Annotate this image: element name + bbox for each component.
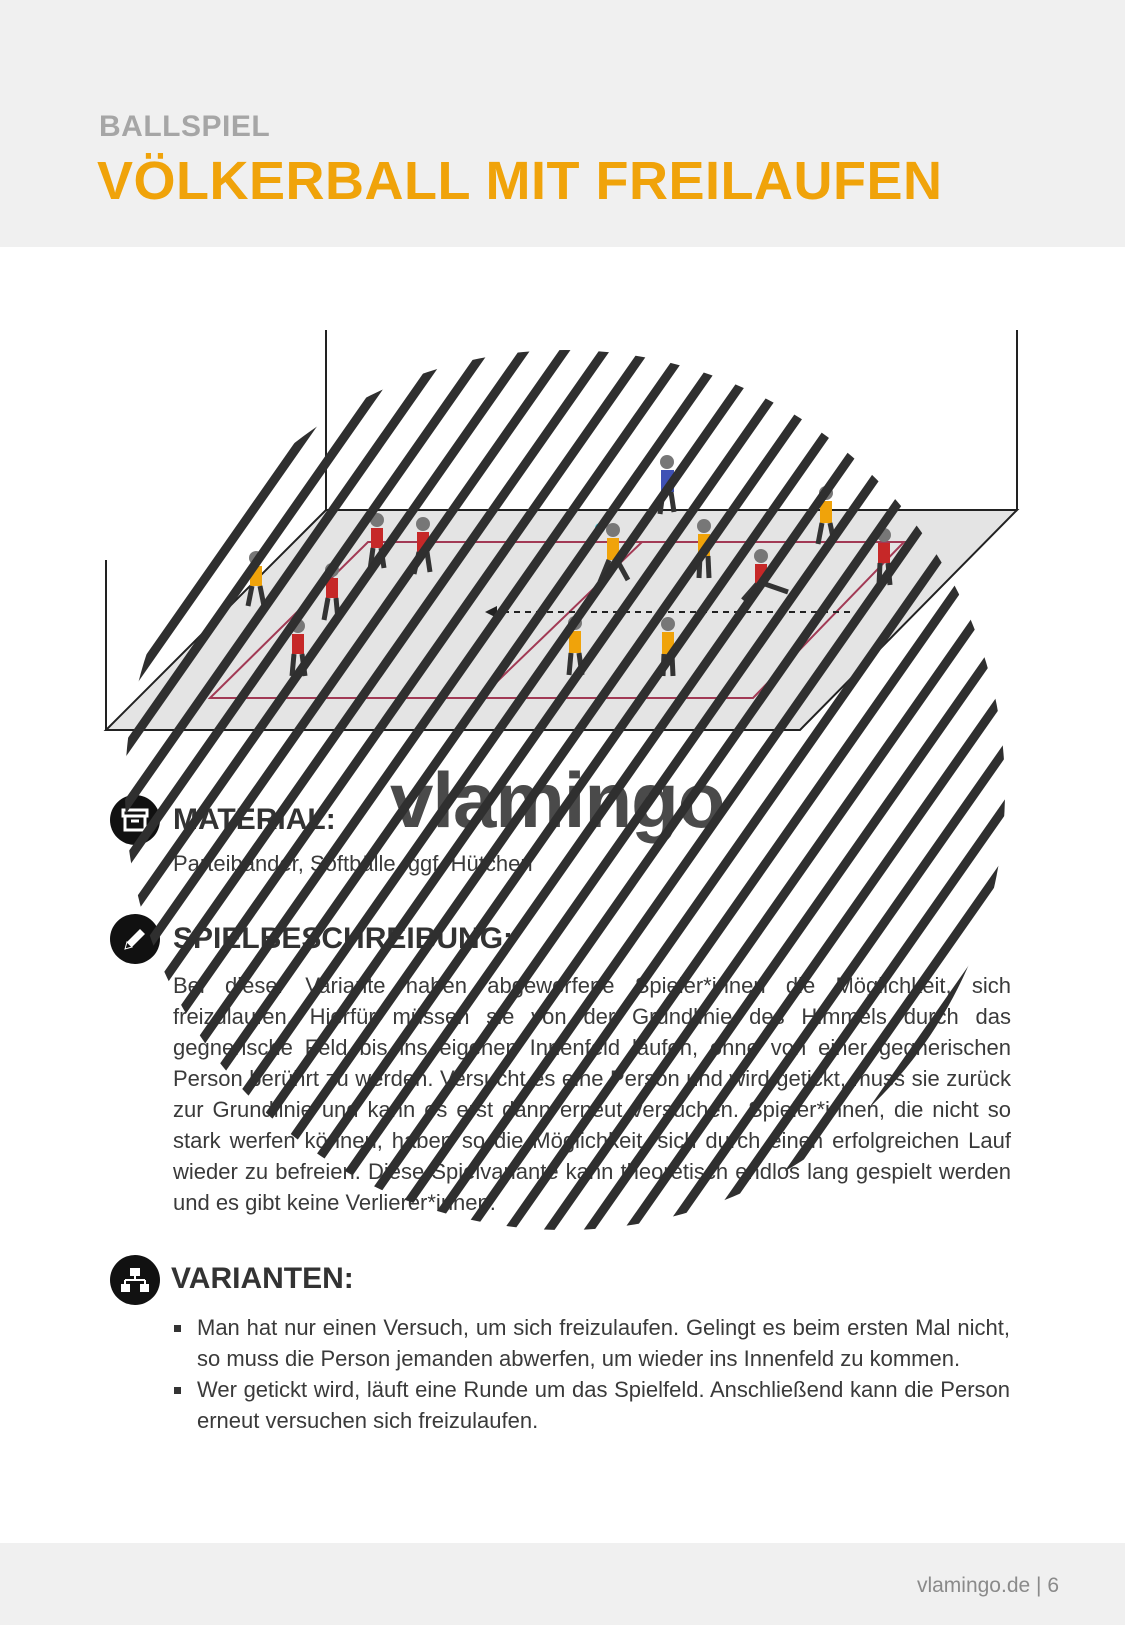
category-label: BALLSPIEL: [99, 110, 271, 143]
description-text: Bei dieser Variante haben abgeworfene Spieler*innen die Möglichkeit, sich freizulaufen. Hierfür müssen sie von der Grundlinie des Himmels durch das gegnerische Feld bis ins eigenen Innenfeld laufen, ohne von einer gegnerischen Person berührt zu werden. Versucht es eine Person und wird getickt, muss sie zurück zur Grundlinie und kann es erst dann erneut versuchen. Spieler*innen, die nicht so stark werfen können, haben so die Möglichkeit, sich durch einen erfolgreichen Lauf wieder zu befreien. Diese Spielvariante kann theoretisch endlos lang gespielt werden und es gibt keine Verlierer*innen.: [173, 973, 1011, 1215]
archive-box-icon: [110, 795, 160, 845]
hatch-line: [1100, 300, 1125, 1300]
material-title: MATERIAL:: [173, 803, 336, 836]
list-item: Wer getickt wird, läuft eine Runde um das Spielfeld. Anschließend kann die Person erneut versuchen sich freizulaufen.: [170, 1374, 1010, 1436]
footer-site: vlamingo.de: [916, 1574, 1031, 1597]
hatch-line: [1020, 300, 1125, 1300]
list-item: Man hat nur einen Versuch, um sich freizulaufen. Gelingt es beim ersten Mal nicht, so muss die Person jemanden abwerfen, um wieder ins Innenfeld zu kommen.: [170, 1312, 1010, 1374]
variants-title: VARIANTEN:: [171, 1262, 354, 1295]
description-title: SPIELBESCHREIBUNG:: [173, 922, 514, 955]
hatch-line: [1060, 300, 1125, 1300]
footer-separator: |: [1036, 1574, 1048, 1597]
game-field-illustration: [100, 330, 1025, 740]
footer-text: [917, 1574, 1059, 1598]
sitemap-icon: [110, 1255, 160, 1305]
variants-list: [170, 1312, 1010, 1436]
page-title: VÖLKERBALL MIT FREILAUFEN: [97, 151, 943, 211]
player-figure: [660, 455, 674, 514]
material-text: Parteibänder, Softbälle, ggf. Hütchen: [173, 851, 533, 876]
hatch-line: [0, 300, 80, 1300]
pencil-icon: [110, 914, 160, 964]
hatch-line: [0, 300, 40, 1300]
page-number: 6: [1047, 1574, 1059, 1597]
vlamingo-logo: vlamingo: [390, 756, 725, 844]
